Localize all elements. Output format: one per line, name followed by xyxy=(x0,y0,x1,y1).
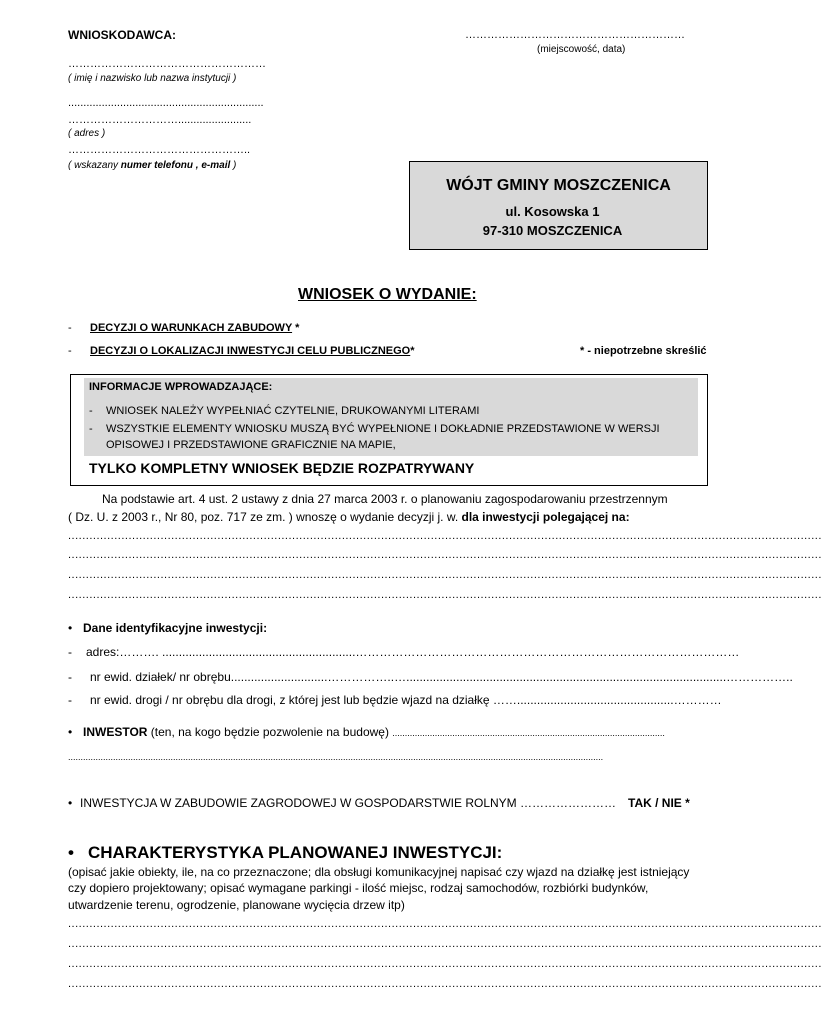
plot-numbers-field[interactable]: nr ewid. działek/ nr obrębu.............................……………..…................................................................................................…………….. xyxy=(90,670,793,684)
characteristics-fill-line-1[interactable]: .................................................................................................................................................................................................................... xyxy=(68,918,822,930)
address-field-2[interactable]: …………………………........................ xyxy=(68,114,252,126)
address-row-dash: - xyxy=(68,645,72,659)
investor-bullet: • xyxy=(68,725,73,739)
farm-bullet: • xyxy=(68,796,73,810)
option-1-dash: - xyxy=(68,322,72,334)
basis-fill-line-3[interactable]: .................................................................................................................................................................................................................... xyxy=(68,569,822,581)
identification-bullet: • xyxy=(68,621,73,635)
form-title: WNIOSEK O WYDANIE: xyxy=(298,286,477,303)
characteristics-fill-line-4[interactable]: .................................................................................................................................................................................................................... xyxy=(68,978,822,990)
recipient-street: ul. Kosowska 1 xyxy=(505,204,600,219)
address-field-1[interactable]: ................................................................ xyxy=(68,97,264,109)
farm-answer-tak-nie[interactable]: TAK / NIE * xyxy=(628,796,690,810)
characteristics-desc-2: czy dopiero projektowany; opisać wymagane parkingi - ilość miejsc, rodzaj samochodów, rozbiórki budynków, xyxy=(68,881,649,895)
basis-fill-line-2[interactable]: .................................................................................................................................................................................................................... xyxy=(68,549,822,561)
info-footer: TYLKO KOMPLETNY WNIOSEK BĘDZIE ROZPATRYWANY xyxy=(89,460,475,476)
characteristics-bullet: • xyxy=(68,843,74,862)
info-item1: WNIOSEK NALEŻY WYPEŁNIAĆ CZYTELNIE, DRUKOWANYMI LITERAMI xyxy=(106,405,480,417)
characteristics-desc-3: utwardzenie terenu, ogrodzenie, planowane wycięcia drzew itp) xyxy=(68,898,405,912)
recipient-box xyxy=(409,161,708,250)
info-item1-dash: - xyxy=(89,405,93,417)
recipient-city: 97-310 MOSZCZENICA xyxy=(482,223,623,238)
characteristics-fill-line-3[interactable]: .................................................................................................................................................................................................................... xyxy=(68,958,822,970)
investor-fill-line[interactable]: ...................................................................................................................................................................................................................... xyxy=(68,752,604,762)
basis-fill-line-1[interactable]: .................................................................................................................................................................................................................... xyxy=(68,530,822,542)
basis-line1: Na podstawie art. 4 ust. 2 ustawy z dnia 27 marca 2003 r. o planowaniu zagospodarowaniu przestrzennym xyxy=(102,492,668,506)
place-date-label: (miejscowość, data) xyxy=(537,44,626,55)
basis-line2: ( Dz. U. z 2003 r., Nr 80, poz. 717 ze zm. ) wnoszę o wydanie decyzji j. w. dla inwestycji polegającej na: xyxy=(68,510,630,524)
name-label: ( imię i nazwisko lub nazwa instytucji ) xyxy=(68,73,237,84)
place-date-field[interactable]: …………………………………………………… xyxy=(465,29,685,41)
road-number-field[interactable]: nr ewid. drogi / nr obrębu dla drogi, z której jest lub będzie wjazd na działkę ……...............................................………… xyxy=(90,693,722,707)
strike-note: * - niepotrzebne skreślić xyxy=(580,345,707,357)
road-row-dash: - xyxy=(68,693,72,707)
name-field[interactable]: ……………………………………………… xyxy=(68,58,266,70)
info-item2-line1: WSZYSTKIE ELEMENTY WNIOSKU MUSZĄ BYĆ WYPEŁNIONE I DOKŁADNIE PRZEDSTAWIONE W WERSJI xyxy=(106,423,660,435)
applicant-heading: WNIOSKODAWCA: xyxy=(68,28,176,42)
phone-label: ( wskazany numer telefonu , e-mail ) xyxy=(68,160,237,171)
plots-row-dash: - xyxy=(68,670,72,684)
investment-address-field[interactable]: adres:………. ..........................................................…………………………………………………………………………………… xyxy=(86,645,740,659)
characteristics-fill-line-2[interactable]: .................................................................................................................................................................................................................... xyxy=(68,938,822,950)
characteristics-heading: CHARAKTERYSTYKA PLANOWANEJ INWESTYCJI: xyxy=(88,843,503,862)
option-2-dash: - xyxy=(68,345,72,357)
farm-question: INWESTYCJA W ZABUDOWIE ZAGRODOWEJ W GOSPODARSTWIE ROLNYM …………………… xyxy=(80,796,617,810)
address-label: ( adres ) xyxy=(68,128,106,139)
phone-field[interactable]: ………………………………………….. xyxy=(68,144,251,156)
option-lokalizacja-celu-publicznego[interactable]: DECYZJI O LOKALIZACJI INWESTYCJI CELU PUBLICZNEGO* xyxy=(90,345,415,357)
info-item2-dash: - xyxy=(89,423,93,435)
option-warunki-zabudowy[interactable]: DECYZJI O WARUNKACH ZABUDOWY * xyxy=(90,322,300,334)
info-heading: INFORMACJE WPROWADZAJĄCE: xyxy=(89,381,273,393)
info-item2-line2: OPISOWEJ I PRZEDSTAWIONE GRAFICZNIE NA MAPIE, xyxy=(106,439,396,451)
basis-fill-line-4[interactable]: .................................................................................................................................................................................................................... xyxy=(68,589,822,601)
recipient-title: WÓJT GMINY MOSZCZENICA xyxy=(446,177,671,194)
identification-heading: Dane identyfikacyjne inwestycji: xyxy=(83,621,268,635)
investor-field[interactable]: INWESTOR (ten, na kogo będzie pozwolenie na budowę) ............................................................................................................. xyxy=(83,725,665,739)
characteristics-desc-1: (opisać jakie obiekty, ile, na co przeznaczone; dla obsługi komunikacyjnej napisać czy wjazd na działkę jest istniejący xyxy=(68,865,690,879)
